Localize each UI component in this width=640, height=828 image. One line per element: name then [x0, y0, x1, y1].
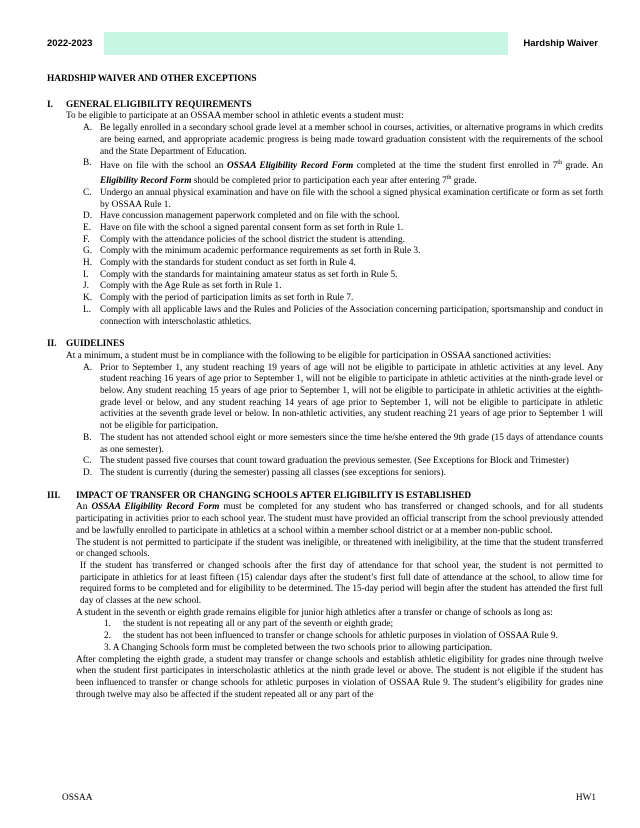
section-1-number: I.	[47, 99, 53, 110]
item-text: should be completed prior to participation each year after entering 7	[191, 176, 447, 187]
numbered-item: 1. the student is not repeating all or any part of the seventh or eighth grade;	[104, 619, 394, 630]
form-name: Eligibility Record Form	[100, 176, 192, 187]
item-text: Have concussion management paperwork completed and on file with the school.	[100, 211, 400, 222]
list-item: B. Have on file with the school an OSSAA Eligibility Record Form completed at the time the student first enrolled in 7th grade. An Eligibility Record Form should be completed prior to participation each year after entering 7th grade.	[83, 158, 603, 187]
item-text: completed at the time the student first enrolled in 7	[353, 161, 558, 172]
item-text: Comply with all applicable laws and the Rules and Policies of the Association concerning participation, sportsmanship and conduct in connection with interscholastic athletics.	[100, 304, 603, 327]
section-3-paragraph: A student in the seventh or eighth grade remains eligible for junior high athletics after a transfer or change of schools as long as:	[76, 607, 553, 618]
item-text: Comply with the period of participation limits as set forth in Rule 7.	[100, 293, 354, 304]
list-item: C. The student passed five courses that count toward graduation the previous semester. (See Exceptions for Block and Trimester)	[83, 456, 569, 467]
item-text: the student has not been influenced to transfer or change schools for athletic purposes in violation of OSSAA Rule 9.	[123, 631, 558, 642]
numbered-item: 2. the student has not been influenced to transfer or change schools for athletic purposes in violation of OSSAA Rule 9.	[104, 631, 558, 642]
item-text: The student passed five courses that count toward graduation the previous semester. (See Exceptions for Block and Trimester)	[100, 456, 569, 467]
item-text: Comply with the minimum academic performance requirements as set forth in Rule 3.	[100, 246, 421, 257]
header-title: Hardship Waiver	[523, 38, 598, 49]
section-3-paragraph	[47, 502, 603, 537]
document-body	[47, 71, 603, 701]
section-2-title: GUIDELINES	[66, 339, 125, 350]
item-text: Be legally enrolled in a secondary school grade level at a member school in courses, activities, or alternative programs in which credits are being earned, and appropriate academic progress is being made toward graduation consistent with the requirements of the school and the State Department of Education.	[100, 123, 603, 157]
item-text: Comply with the attendance policies of the school district the student is attending.	[100, 234, 405, 245]
section-3-number: III.	[47, 490, 61, 501]
section-3-title: IMPACT OF TRANSFER OR CHANGING SCHOOLS AFTER ELIGIBILITY IS ESTABLISHED	[76, 490, 472, 501]
item-text: The student has not attended school eight or more semesters since the time he/she entered the 9th grade (15 days of attendance counts as one semester).	[100, 432, 603, 455]
list-item: K. Comply with the period of participation limits as set forth in Rule 7.	[83, 293, 354, 304]
paragraph-text: An	[76, 502, 92, 513]
form-name: OSSAA Eligibility Record Form	[226, 161, 354, 172]
section-2-heading	[47, 339, 603, 351]
item-text: Prior to September 1, any student reaching 19 years of age will not be eligible to participate in athletic activities at any level. Any student reaching 16 years of age prior to September 1, will not be eligible to participate in athletic activities at the ninth-grade level or below. Any student reaching 15 years of age prior to September 1, will not be eligible to participate in athletic activities at the eighth-grade level or below, and any student reaching 14 years of age prior to September 1, will not be eligible to participate in athletic activities at the seventh grade level or below. In non-athletic activities, any student reaching 21 years of age prior to September 1 will not be eligible for participation.	[100, 362, 603, 432]
section-1-heading	[47, 100, 603, 112]
item-text: Have on file with the school a signed parental consent form as set forth in Rule 1.	[100, 222, 404, 233]
list-item: C. Undergo an annual physical examination and have on file with the school a signed physical examination certificate or form as set forth by OSSAA Rule 1.	[83, 187, 603, 210]
list-item: A. Prior to September 1, any student reaching 19 years of age will not be eligible to participate in athletic activities at any level. Any student reaching 16 years of age prior to September 1, will not be eligible to participate in athletic activities at the ninth-grade level or below. Any student reaching 15 years of age prior to September 1, will not be eligible to participate in athletic activities at the eighth-grade level or below, and any student reaching 14 years of age prior to September 1, will not be eligible to participate in athletic activities at the seventh grade level or below. In non-athletic activities, any student reaching 21 years of age prior to September 1 will not be eligible for participation.	[83, 362, 603, 432]
item-text: Comply with the standards for student conduct as set forth in Rule 4.	[100, 258, 356, 269]
section-1-title: GENERAL ELIGIBILITY REQUIREMENTS	[66, 99, 252, 110]
numbered-item: 3. A Changing Schools form must be completed between the two schools prior to allowing participation.	[104, 642, 493, 653]
list-item: D. Have concussion management paperwork completed and on file with the school.	[83, 211, 400, 222]
item-text: Comply with the Age Rule as set forth in Rule 1.	[100, 281, 282, 292]
list-item: B. The student has not attended school eight or more semesters since the time he/she entered the 9th grade (15 days of attendance counts as one semester).	[83, 432, 603, 455]
item-text: grade.	[451, 176, 477, 187]
section-2-number: II.	[47, 339, 57, 350]
header-year: 2022-2023	[47, 38, 93, 49]
item-text: Undergo an annual physical examination and have on file with the school a signed physical examination certificate or form as set forth by OSSAA Rule 1.	[100, 187, 603, 210]
list-item: I. Comply with the standards for maintaining amateur status as set forth in Rule 5.	[83, 269, 398, 280]
superscript: th	[446, 175, 452, 182]
list-item: G. Comply with the minimum academic performance requirements as set forth in Rule 3.	[83, 246, 421, 257]
item-text: the student is not repeating all or any part of the seventh or eighth grade;	[123, 619, 394, 630]
form-name: OSSAA Eligibility Record Form	[91, 502, 220, 513]
section-3-paragraph: The student is not permitted to participate if the student was ineligible, or threatened with ineligibility, at the time that the student transferred or changed schools.	[76, 537, 603, 560]
document-title: HARDSHIP WAIVER AND OTHER EXCEPTIONS	[47, 74, 257, 84]
list-item: F. Comply with the attendance policies of the school district the student is attending.	[83, 234, 405, 245]
section-3-paragraph: After completing the eighth grade, a student may transfer or change schools and establish athletic eligibility for grades nine through twelve when the student first participates in interscholastic athletics at the ninth grade level or above. The student is not eligible if the student has been influenced to transfer or change schools for athletic purposes in violation of OSSAA Rule 9. The student’s eligibility for grades nine through twelve may also be affected if the student repeated all or any part of the	[76, 654, 603, 700]
list-item: D. The student is currently (during the semester) passing all classes (see exceptions for seniors).	[83, 467, 446, 478]
list-item: J. Comply with the Age Rule as set forth in Rule 1.	[83, 281, 282, 292]
superscript: th	[557, 160, 563, 167]
paragraph-text: must be completed for any student who has transferred or changed schools, and for all students participating in activities prior to each school year. The student must have provided an official transcript from the school previously attended and be lawfully enrolled to participate in athletics at a school within a member school district or at a member non-public school.	[76, 502, 603, 536]
section-2-list	[47, 363, 603, 480]
item-text: Comply with the standards for maintaining amateur status as set forth in Rule 5.	[100, 269, 398, 280]
footer-page-code: HW1	[575, 793, 596, 803]
item-text: Have on file with the school an	[100, 161, 227, 172]
section-3-heading	[47, 491, 603, 503]
section-1-intro: To be eligible to participate at an OSSAA member school in athletic events a student must:	[66, 111, 404, 122]
item-text: The student is currently (during the semester) passing all classes (see exceptions for seniors).	[100, 467, 446, 478]
list-item: A. Be legally enrolled in a secondary school grade level at a member school in courses, activities, or alternative programs in which credits are being earned, and appropriate academic progress is being made toward graduation consistent with the requirements of the school and the State Department of Education.	[83, 123, 603, 157]
list-item: H. Comply with the standards for student conduct as set forth in Rule 4.	[83, 258, 356, 269]
footer-org: OSSAA	[62, 793, 93, 803]
section-3-paragraph: If the student has transferred or changed schools after the first day of attendance for that school year, the student is not permitted to participate in athletics for at least fifteen (15) calendar days after the student’s first full date of attendance at the school, to allow time for required forms to be completed and for eligibility to be determined. The 15-day period will begin after the student has attended the first full day of classes at the new school.	[80, 560, 603, 607]
section-2-intro: At a minimum, a student must be in compliance with the following to be eligible for participation in OSSAA sanctioned activities:	[66, 350, 552, 361]
list-item: E. Have on file with the school a signed parental consent form as set forth in Rule 1.	[83, 222, 404, 233]
section-1-list	[47, 123, 603, 328]
list-item: L. Comply with all applicable laws and the Rules and Policies of the Association concerning participation, sportsmanship and conduct in connection with interscholastic athletics.	[83, 304, 603, 327]
item-text: grade. An	[562, 161, 603, 172]
header-band	[104, 32, 508, 55]
